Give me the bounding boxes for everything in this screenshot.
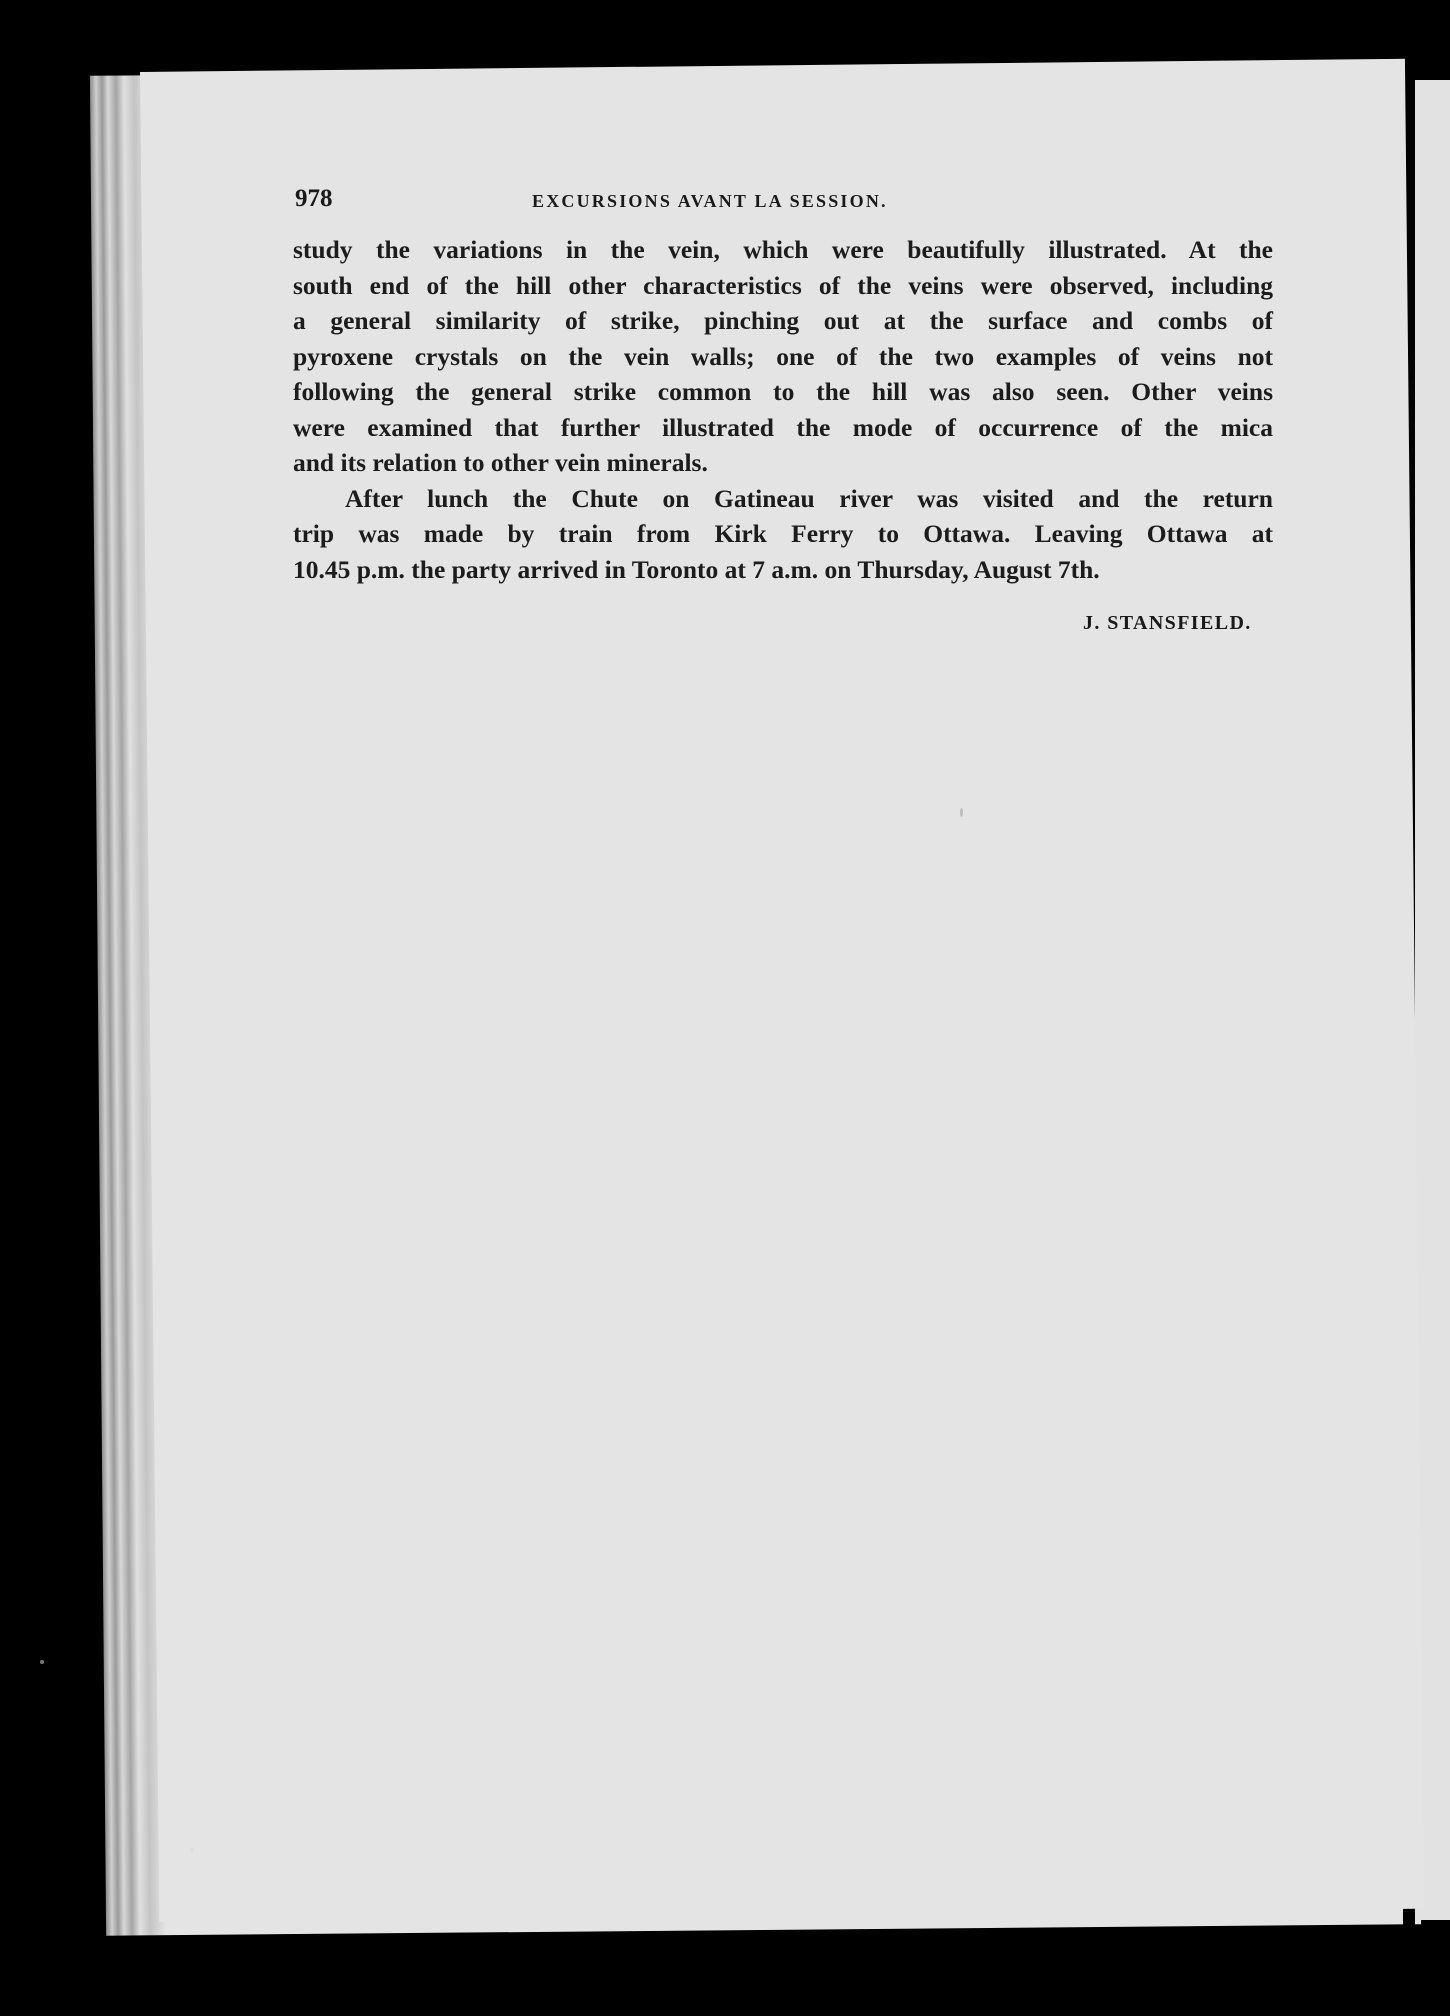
text-line: study the variations in the vein, which were beautifully illustrated. At the xyxy=(293,235,1273,264)
text-line: were examined that further illustrated the mode of occurrence of the mica xyxy=(293,412,1273,442)
text-line: 10.45 p.m. the party arrived in Toronto at 7 a.m. on Thursday, August 7th. xyxy=(293,554,1100,584)
scan-speck xyxy=(960,808,963,817)
text-line: south end of the hill other characteristics of the veins were observed, including xyxy=(293,270,1273,300)
text-line: and its relation to other vein minerals. xyxy=(293,448,708,477)
page-number: 978 xyxy=(295,185,333,212)
running-head: EXCURSIONS AVANT LA SESSION. xyxy=(532,191,888,211)
author-signature: J. STANSFIELD. xyxy=(1083,612,1252,634)
body-text xyxy=(293,232,1273,587)
scan-speck xyxy=(190,1848,194,1852)
text-line: a general similarity of strike, pinching out at the surface and combs of xyxy=(293,306,1273,335)
scan-speck xyxy=(40,1660,44,1664)
text-line: After lunch the Chute on Gatineau river was visited and the return xyxy=(345,483,1273,513)
text-line: trip was made by train from Kirk Ferry to Ottawa. Leaving Ottawa at xyxy=(293,519,1273,548)
text-line: pyroxene crystals on the vein walls; one of the two examples of veins not xyxy=(293,341,1273,371)
text-line: following the general strike common to the hill was also seen. Other veins xyxy=(293,377,1273,406)
